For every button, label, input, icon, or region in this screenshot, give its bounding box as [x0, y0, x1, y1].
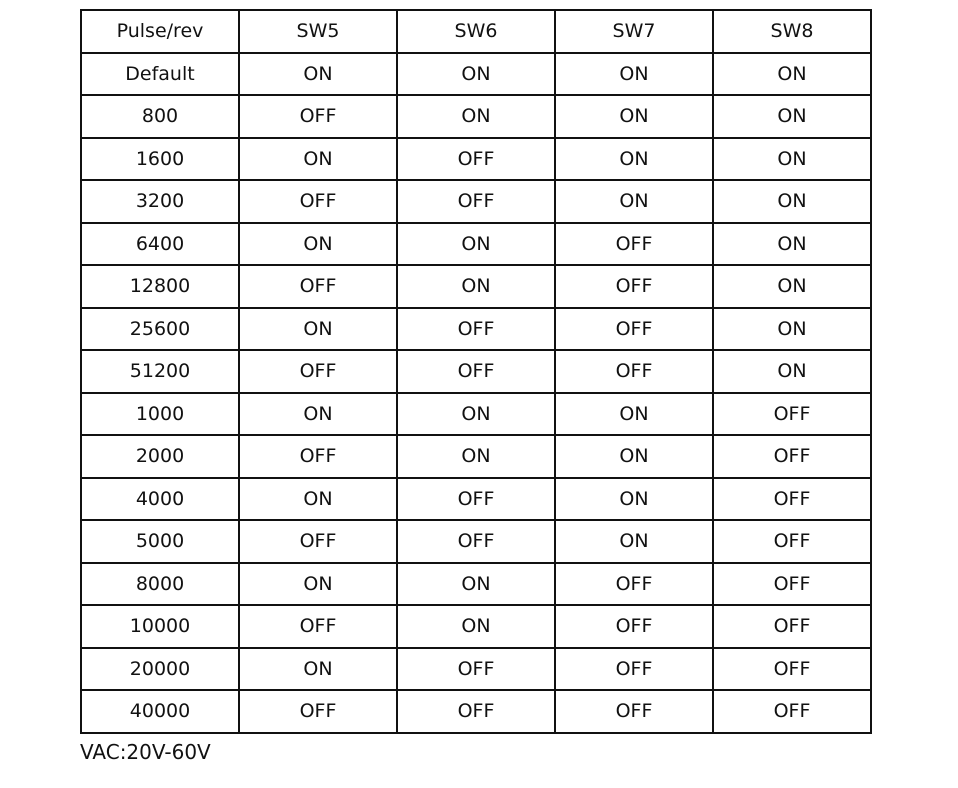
cell-sw8: ON — [713, 308, 871, 351]
cell-pulse-rev: 1000 — [81, 393, 239, 436]
cell-sw6: ON — [397, 95, 555, 138]
cell-sw5: ON — [239, 393, 397, 436]
cell-sw7: OFF — [555, 223, 713, 266]
cell-sw6: OFF — [397, 520, 555, 563]
table-row — [81, 138, 871, 181]
cell-sw7: ON — [555, 478, 713, 521]
cell-sw6: ON — [397, 223, 555, 266]
cell-sw8: ON — [713, 53, 871, 96]
cell-sw6: ON — [397, 265, 555, 308]
cell-sw6: OFF — [397, 690, 555, 733]
cell-sw6: ON — [397, 393, 555, 436]
cell-sw5: ON — [239, 53, 397, 96]
cell-sw7: OFF — [555, 648, 713, 691]
table-row — [81, 180, 871, 223]
table-row — [81, 605, 871, 648]
header-sw6: SW6 — [397, 10, 555, 53]
voltage-footnote: VAC:20V-60V — [80, 740, 211, 764]
cell-sw8: ON — [713, 265, 871, 308]
cell-sw5: ON — [239, 563, 397, 606]
cell-sw7: OFF — [555, 308, 713, 351]
cell-sw7: OFF — [555, 350, 713, 393]
cell-sw8: OFF — [713, 520, 871, 563]
table-row — [81, 95, 871, 138]
cell-sw5: ON — [239, 138, 397, 181]
cell-sw7: ON — [555, 138, 713, 181]
cell-sw6: OFF — [397, 308, 555, 351]
cell-sw5: OFF — [239, 265, 397, 308]
cell-sw7: ON — [555, 53, 713, 96]
pulse-rev-table-container — [80, 9, 872, 734]
cell-pulse-rev: 40000 — [81, 690, 239, 733]
cell-sw6: ON — [397, 53, 555, 96]
cell-sw7: OFF — [555, 690, 713, 733]
cell-sw6: ON — [397, 435, 555, 478]
cell-sw6: OFF — [397, 648, 555, 691]
cell-sw7: OFF — [555, 563, 713, 606]
cell-sw6: OFF — [397, 138, 555, 181]
header-pulse-rev: Pulse/rev — [81, 10, 239, 53]
cell-sw8: OFF — [713, 648, 871, 691]
cell-pulse-rev: 6400 — [81, 223, 239, 266]
cell-sw6: ON — [397, 563, 555, 606]
cell-sw8: ON — [713, 223, 871, 266]
header-sw7: SW7 — [555, 10, 713, 53]
cell-pulse-rev: Default — [81, 53, 239, 96]
cell-sw8: OFF — [713, 435, 871, 478]
cell-sw6: OFF — [397, 478, 555, 521]
cell-sw6: OFF — [397, 180, 555, 223]
table-row — [81, 435, 871, 478]
table-row — [81, 648, 871, 691]
header-sw5: SW5 — [239, 10, 397, 53]
cell-sw5: ON — [239, 308, 397, 351]
cell-sw5: ON — [239, 478, 397, 521]
cell-sw5: OFF — [239, 605, 397, 648]
cell-pulse-rev: 25600 — [81, 308, 239, 351]
table-row — [81, 223, 871, 266]
cell-pulse-rev: 12800 — [81, 265, 239, 308]
cell-sw8: OFF — [713, 393, 871, 436]
cell-sw7: ON — [555, 520, 713, 563]
cell-sw5: ON — [239, 223, 397, 266]
table-body — [81, 53, 871, 733]
cell-pulse-rev: 2000 — [81, 435, 239, 478]
table-row — [81, 478, 871, 521]
table-row — [81, 393, 871, 436]
table-row — [81, 53, 871, 96]
cell-pulse-rev: 5000 — [81, 520, 239, 563]
cell-sw8: ON — [713, 180, 871, 223]
cell-sw8: OFF — [713, 478, 871, 521]
header-sw8: SW8 — [713, 10, 871, 53]
cell-sw5: OFF — [239, 690, 397, 733]
cell-sw5: OFF — [239, 435, 397, 478]
cell-sw5: OFF — [239, 520, 397, 563]
cell-sw7: OFF — [555, 605, 713, 648]
cell-sw7: ON — [555, 393, 713, 436]
table-row — [81, 563, 871, 606]
cell-sw8: OFF — [713, 690, 871, 733]
table-row — [81, 265, 871, 308]
cell-pulse-rev: 4000 — [81, 478, 239, 521]
cell-sw8: OFF — [713, 605, 871, 648]
cell-sw8: ON — [713, 95, 871, 138]
cell-sw7: ON — [555, 435, 713, 478]
cell-pulse-rev: 20000 — [81, 648, 239, 691]
cell-sw8: OFF — [713, 563, 871, 606]
cell-pulse-rev: 10000 — [81, 605, 239, 648]
cell-sw7: ON — [555, 95, 713, 138]
cell-sw7: ON — [555, 180, 713, 223]
cell-sw8: ON — [713, 350, 871, 393]
cell-pulse-rev: 1600 — [81, 138, 239, 181]
table-header-row — [81, 10, 871, 53]
cell-sw5: ON — [239, 648, 397, 691]
cell-pulse-rev: 51200 — [81, 350, 239, 393]
cell-sw5: OFF — [239, 180, 397, 223]
cell-pulse-rev: 800 — [81, 95, 239, 138]
pulse-rev-dip-switch-table — [80, 9, 872, 734]
cell-pulse-rev: 8000 — [81, 563, 239, 606]
cell-sw7: OFF — [555, 265, 713, 308]
table-row — [81, 308, 871, 351]
table-row — [81, 520, 871, 563]
table-row — [81, 690, 871, 733]
cell-sw5: OFF — [239, 95, 397, 138]
cell-sw6: ON — [397, 605, 555, 648]
table-row — [81, 350, 871, 393]
cell-pulse-rev: 3200 — [81, 180, 239, 223]
cell-sw8: ON — [713, 138, 871, 181]
cell-sw5: OFF — [239, 350, 397, 393]
cell-sw6: OFF — [397, 350, 555, 393]
